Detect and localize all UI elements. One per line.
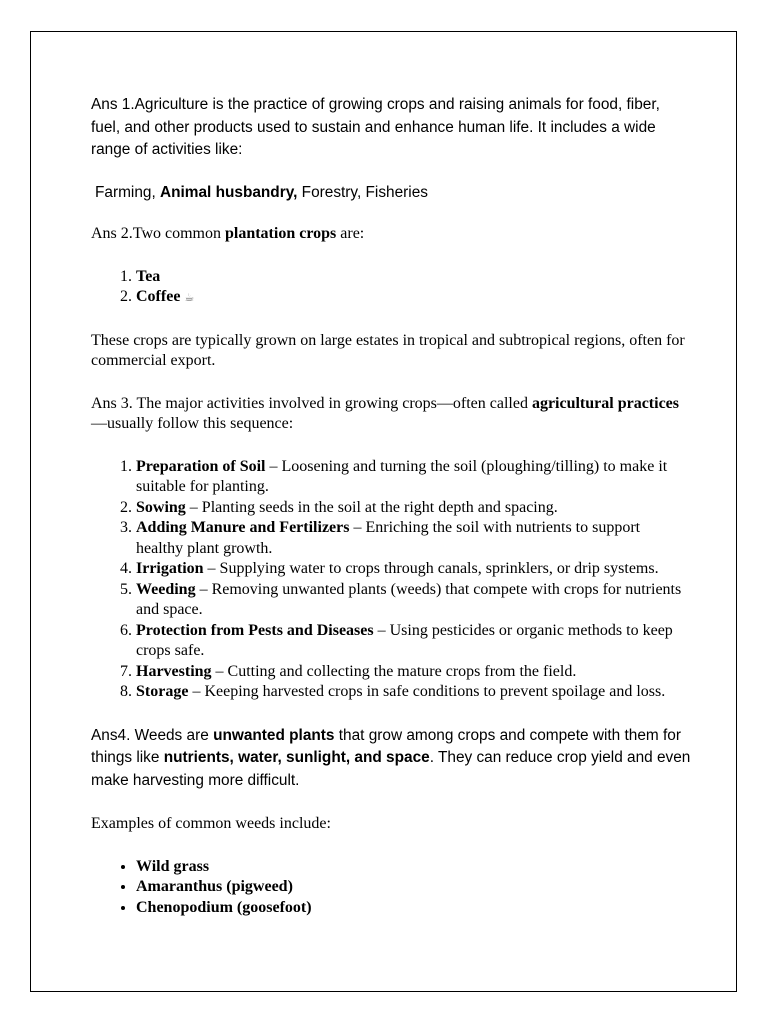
weeds-examples-intro: Examples of common weeds include: [91, 815, 331, 832]
weed-name: Chenopodium (goosefoot) [136, 898, 312, 916]
ans1-activities [91, 182, 691, 205]
activity-farming: Farming, [95, 183, 160, 201]
document-content [91, 94, 691, 918]
ans3-pre: Ans 3. The major activities involved in growing crops—often called [91, 394, 532, 412]
ans4-bold-2: nutrients, water, sunlight, and space [163, 749, 430, 766]
ans2-bold: plantation crops [224, 225, 337, 242]
document-page [30, 31, 737, 992]
list-item [136, 287, 691, 309]
ans4-text-2: that grow among crops and compete with them for things like [91, 726, 681, 766]
ans3-post: —usually follow this sequence: [91, 415, 294, 432]
weed-name: Wild grass [136, 857, 210, 875]
ans2-pre: Ans 2.Two common [91, 225, 225, 242]
practice-desc: – Keeping harvested crops in safe conditions to prevent spoilage and loss. [188, 683, 666, 700]
ans1-paragraph: Ans 1.Agriculture is the practice of growing crops and raising animals for food, fiber, fuel, and other products used to sustain and enhance human life. It includes a wide range of activities like: [91, 96, 660, 158]
practice-title: Sowing [136, 498, 186, 516]
practice-desc: – Loosening and turning the soil (ploughing/tilling) to make it suitable for planting. [136, 457, 668, 495]
list-item [136, 898, 691, 919]
ans4-text-1: Ans4. Weeds are [91, 726, 214, 744]
list-item [136, 559, 691, 580]
ans3-bold: agricultural practices [531, 394, 680, 412]
practice-title: Storage [136, 683, 189, 700]
practice-title: Protection from Pests and Diseases [136, 621, 374, 639]
list-item [136, 580, 691, 621]
practice-title: Irrigation [136, 560, 204, 577]
list-item [136, 857, 691, 878]
practice-desc: – Planting seeds in the soil at the right depth and spacing. [185, 498, 558, 516]
practice-title: Preparation of Soil [136, 457, 266, 475]
practice-desc: – Enriching the soil with nutrients to support healthy plant growth. [136, 519, 641, 557]
practice-title: Weeding [136, 580, 196, 598]
agricultural-practices-list [91, 457, 691, 703]
practice-desc: – Supplying water to crops through canals, sprinklers, or drip systems. [203, 560, 659, 577]
crop-coffee: Coffee [136, 288, 181, 305]
ans4-text-3: . They can reduce crop yield and even make harvesting more difficult. [91, 749, 691, 789]
activity-animal-husbandry: Animal husbandry, [160, 183, 298, 201]
list-item [136, 457, 691, 498]
coffee-icon: ☕ [184, 291, 195, 304]
weed-name: Amaranthus (pigweed) [136, 878, 293, 895]
ans2-post: are: [336, 225, 365, 242]
practice-title: Harvesting [136, 662, 212, 680]
list-item [136, 621, 691, 662]
ans3-paragraph [91, 394, 691, 435]
weeds-list [91, 857, 691, 919]
ans2-paragraph [91, 224, 691, 245]
practice-desc: – Using pesticides or organic methods to keep crops safe. [136, 621, 673, 659]
practice-title: Adding Manure and Fertilizers [136, 519, 350, 536]
list-item [136, 682, 691, 703]
ans2-note: These crops are typically grown on large estates in tropical and subtropical regions, often for commercial export. [91, 331, 685, 369]
list-item [136, 267, 691, 288]
ans4-paragraph [91, 725, 691, 793]
crop-tea: Tea [136, 267, 161, 285]
list-item [136, 498, 691, 519]
list-item [136, 662, 691, 683]
list-item [136, 518, 691, 559]
practice-desc: – Removing unwanted plants (weeds) that compete with crops for nutrients and space. [136, 580, 682, 618]
plantation-crops-list [91, 267, 691, 309]
practice-desc: – Cutting and collecting the mature crops from the field. [211, 662, 577, 680]
ans4-bold-1: unwanted plants [213, 726, 335, 744]
list-item [136, 877, 691, 898]
activity-forestry-fisheries: Forestry, Fisheries [297, 183, 428, 201]
